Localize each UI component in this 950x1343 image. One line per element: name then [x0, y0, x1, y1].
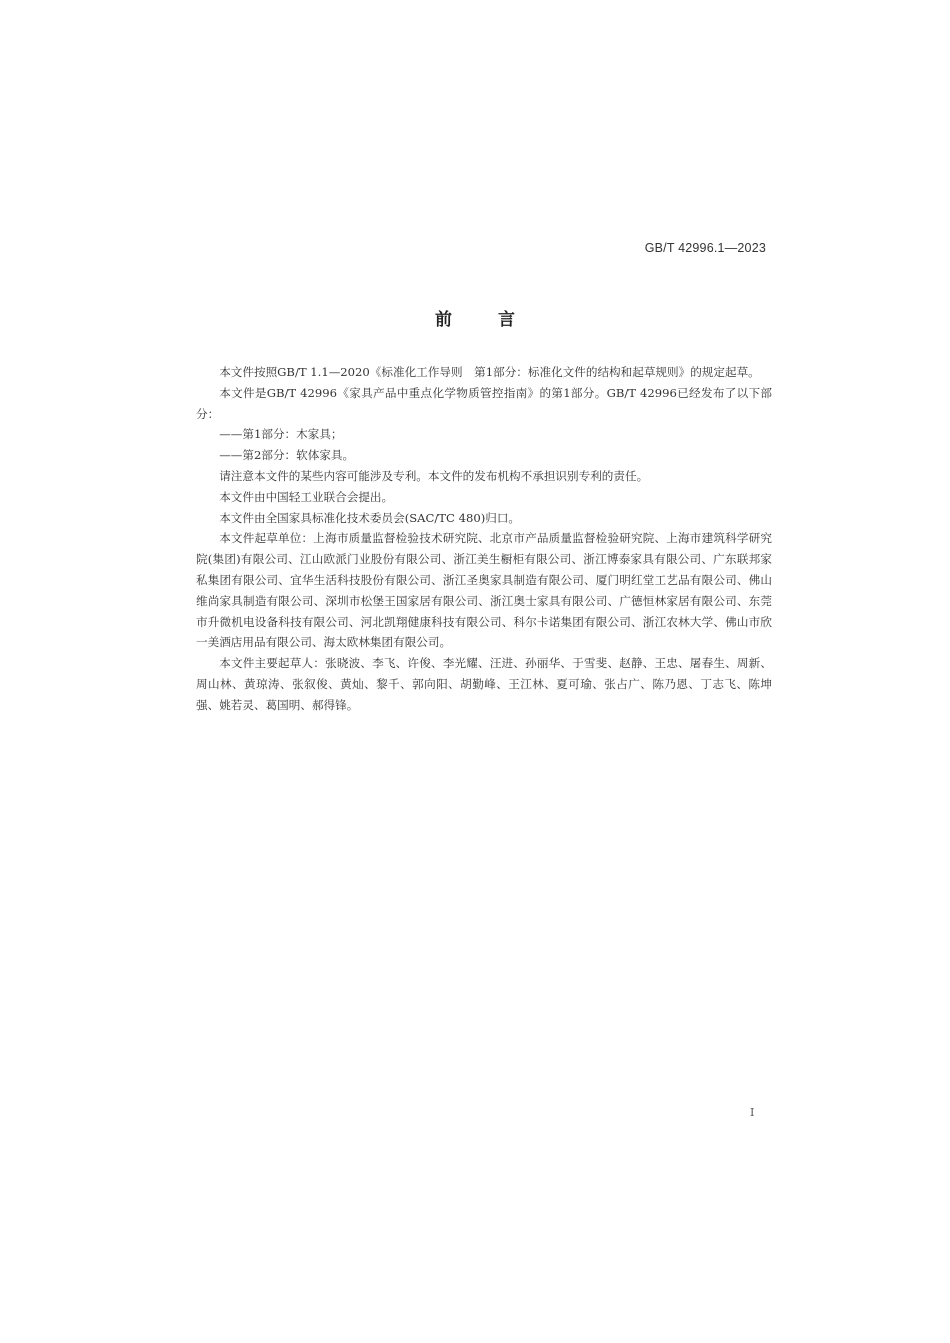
paragraph-drafting-rules: 本文件按照GB/T 1.1—2020《标准化工作导则 第1部分：标准化文件的结构和起草规则》的规定起草。 [219, 365, 760, 379]
paragraph-main-drafters: 本文件主要起草人：张晓波、李飞、许俊、李光耀、汪进、孙丽华、于雪斐、赵静、王忠、屠春生、周新、周山林、黄琼涛、张叙俊、黄灿、黎千、郭向阳、胡勤峰、王江林、夏可瑜、张占广、陈乃恩、丁志飞、陈坤强、姚若灵、葛国明、郝得锋。 [196, 656, 772, 712]
paragraph-drafting-organizations: 本文件起草单位：上海市质量监督检验技术研究院、北京市产品质量监督检验研究院、上海市建筑科学研究院(集团)有限公司、江山欧派门业股份有限公司、浙江美生橱柜有限公司、浙江博泰家具有限公司、广东联邦家私集团有限公司、宜华生活科技股份有限公司、浙江圣奥家具制造有限公司、厦门明红堂工艺品有限公司、佛山维尚家具制造有限公司、深圳市松堡王国家居有限公司、浙江奥士家具有限公司、广德恒林家居有限公司、东莞市升微机电设备科技有限公司、河北凯翔健康科技有限公司、科尔卡诺集团有限公司、浙江农林大学、佛山市欣一美酒店用品有限公司、海太欧林集团有限公司。 [196, 531, 772, 650]
paragraph-series-intro: 本文件是GB/T 42996《家具产品中重点化学物质管控指南》的第1部分。GB/T 42996已经发布了以下部分： [196, 385, 772, 421]
list-item-part-2: ——第2部分：软体家具。 [219, 448, 355, 463]
page-number: I [750, 1106, 755, 1119]
page-title: 前言 [435, 310, 561, 330]
foreword-body [196, 362, 772, 716]
paragraph-patent-notice: 请注意本文件的某些内容可能涉及专利。本文件的发布机构不承担识别专利的责任。 [219, 468, 649, 483]
standard-code: GB/T 42996.1—2023 [644, 241, 766, 255]
list-item-part-1: ——第1部分：木家具； [219, 427, 343, 442]
paragraph-proposed-by: 本文件由中国轻工业联合会提出。 [219, 489, 394, 504]
paragraph-governed-by: 本文件由全国家具标准化技术委员会(SAC/TC 480)归口。 [219, 510, 521, 525]
